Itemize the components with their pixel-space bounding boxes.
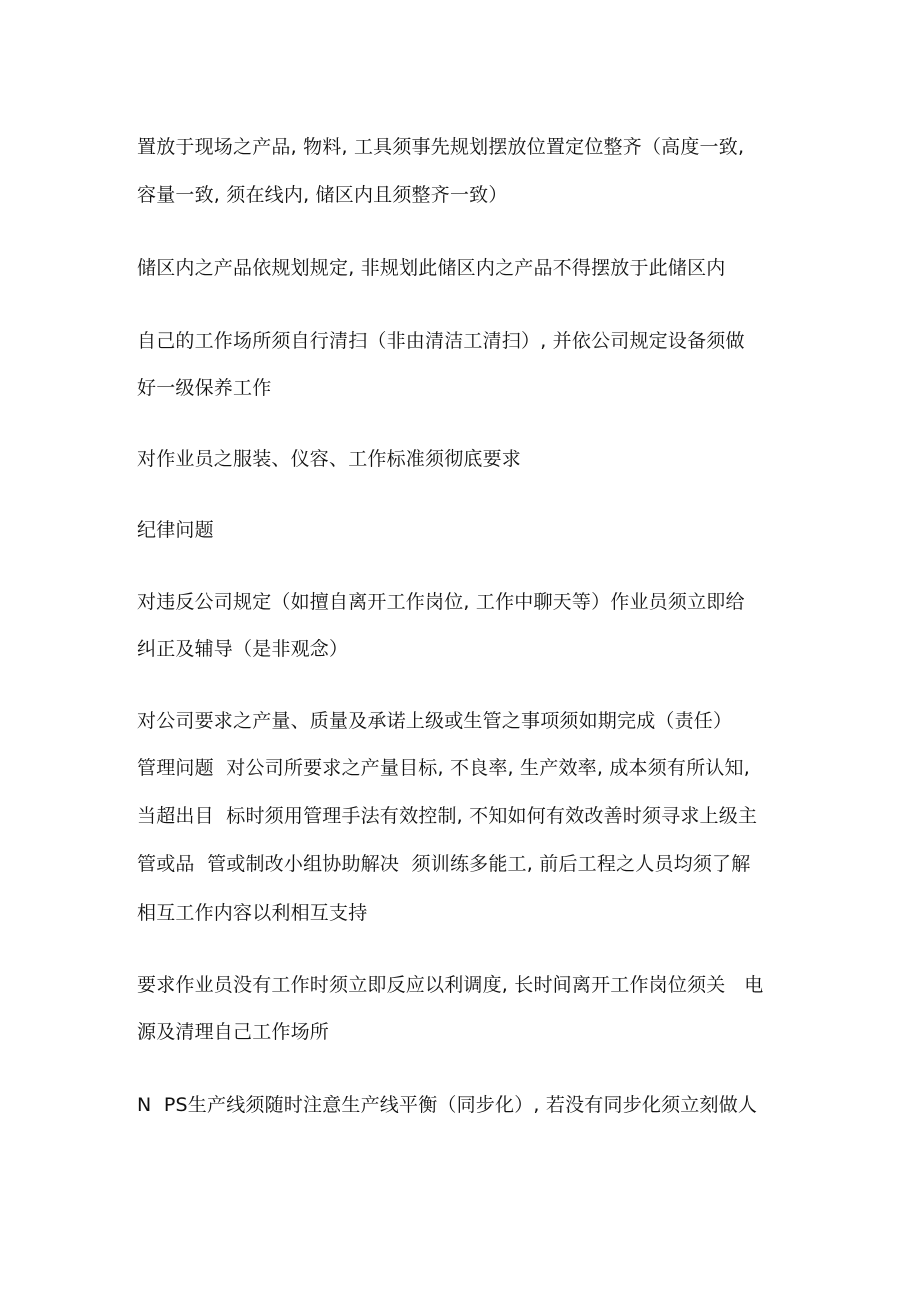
text-line: 管或品 管或制改小组协助解决 须训练多能工, 前后工程之人员均须了解 (137, 853, 751, 875)
text-line: 对公司要求之产量、质量及承诺上级或生管之事项须如期完成（责任） (137, 710, 733, 732)
text-line: 源及清理自己工作场所 (137, 1021, 330, 1043)
text-line: 好一级保养工作 (137, 377, 272, 399)
section-heading: 纪律问题 (137, 519, 214, 541)
text-line: 纠正及辅导（是非观念） (137, 638, 349, 660)
text-line: 对违反公司规定（如擅自离开工作岗位, 工作中聊天等）作业员须立即给 (137, 591, 745, 613)
text-line: 容量一致, 须在线内, 储区内且须整齐一致） (137, 184, 508, 206)
text-line: 管理问题 对公司所要求之产量目标, 不良率, 生产效率, 成本须有所认知, (137, 757, 750, 779)
text-line: 自己的工作场所须自行清扫（非由清洁工清扫）, 并依公司规定设备须做 (137, 330, 745, 352)
text-line: 要求作业员没有工作时须立即反应以利调度, 长时间离开工作岗位须关 电 (137, 974, 764, 996)
text-line: 当超出目 标时须用管理手法有效控制, 不知如何有效改善时须寻求上级主 (137, 805, 758, 827)
text-line: 相互工作内容以利相互支持 (137, 902, 368, 924)
text-line: 储区内之产品依规划规定, 非规划此储区内之产品不得摆放于此储区内 (137, 257, 726, 279)
text-line: N PS生产线须随时注意生产线平衡（同步化）, 若没有同步化须立刻做人 (137, 1094, 758, 1116)
text-line: 置放于现场之产品, 物料, 工具须事先规划摆放位置定位整齐（高度一致, (137, 136, 745, 158)
text-line: 对作业员之服装、仪容、工作标准须彻底要求 (137, 448, 522, 470)
